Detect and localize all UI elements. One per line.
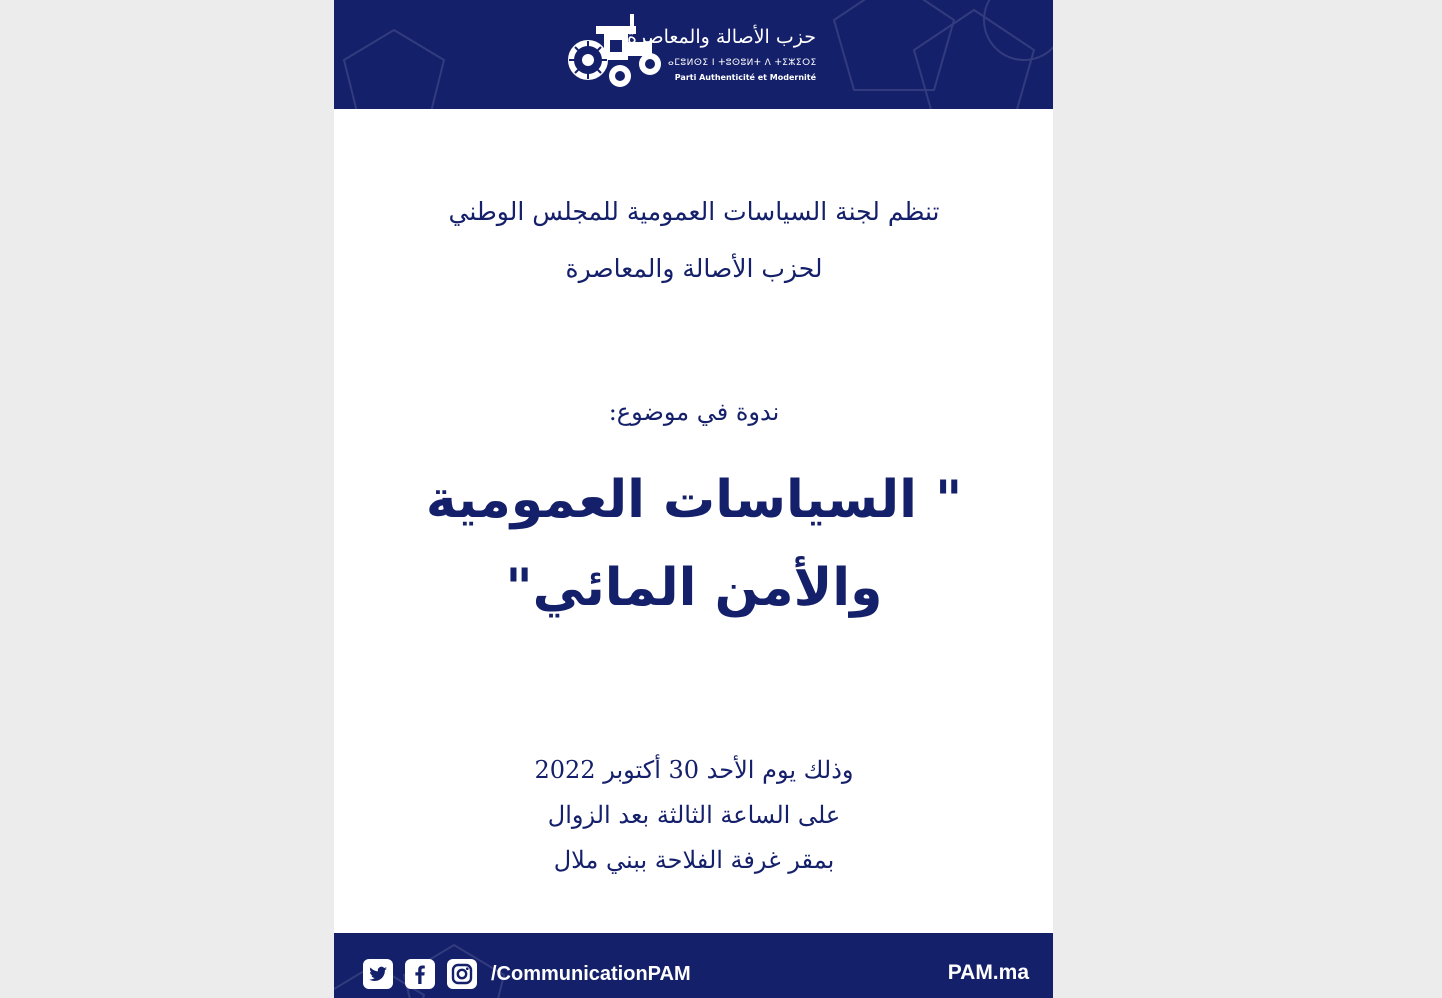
logo-french-name: Parti Authenticité et Modernité xyxy=(674,73,816,82)
social-handle[interactable]: /CommunicationPAM xyxy=(491,962,691,985)
twitter-icon[interactable] xyxy=(363,959,393,989)
logo-tifinagh-name: ⴰⵎⵓⵍⵙⵉ ⵏ ⵜⵓⵙⵓⵍⵜ ⴷ ⵜⵉⵣⵉⵔⵉ xyxy=(668,58,817,68)
event-date: وذلك يوم الأحد 30 أكتوبر 2022 xyxy=(534,756,854,784)
event-time: على الساعة الثالثة بعد الزوال xyxy=(547,801,841,829)
logo-arabic-name: حزب الأصالة والمعاصرة xyxy=(627,26,816,48)
party-logo xyxy=(566,12,826,96)
event-place: بمقر غرفة الفلاحة ببني ملال xyxy=(553,846,835,874)
title-line-2: والأمن المائي" xyxy=(505,558,883,618)
intro-line-1: تنظم لجنة السياسات العمومية للمجلس الوطني xyxy=(448,197,940,226)
subject-label: ندوة في موضوع: xyxy=(608,398,780,426)
instagram-icon[interactable] xyxy=(447,959,477,989)
facebook-icon[interactable] xyxy=(405,959,435,989)
social-links xyxy=(363,958,691,990)
website-link[interactable]: PAM.ma xyxy=(947,961,1029,984)
tractor-icon xyxy=(566,12,662,94)
intro-line-2: لحزب الأصالة والمعاصرة xyxy=(565,254,823,283)
title-line-1: " السياسات العمومية xyxy=(425,470,963,530)
footer-banner xyxy=(334,933,1053,998)
poster xyxy=(334,0,1053,998)
header-banner xyxy=(334,0,1053,109)
